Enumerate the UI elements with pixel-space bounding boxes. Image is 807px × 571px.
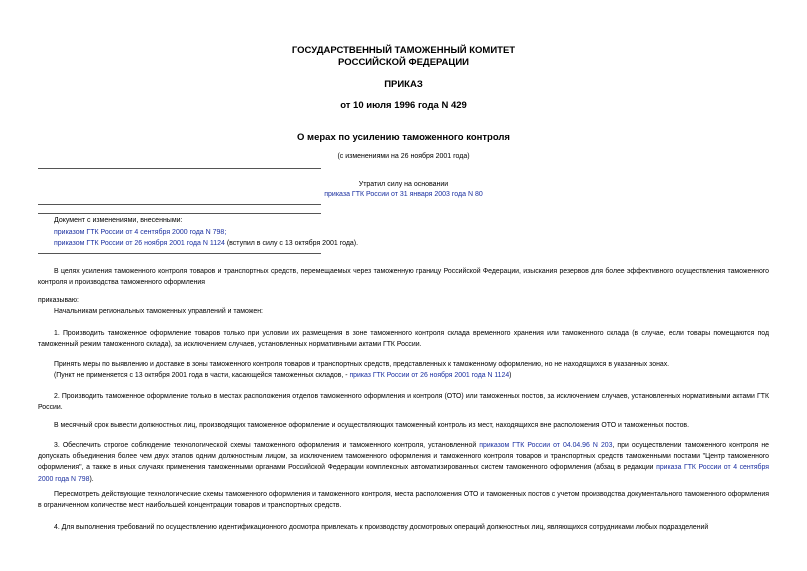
paragraph-3-post: ). [89, 475, 94, 483]
paragraph-intro: В целях усиления таможенного контроля товаров и транспортных средств, перемещаемых через таможенную границу Российской Федерации, изыскания резервов для более эффективного осуществления таможенного контроля и производства таможенного оформления [38, 268, 769, 287]
paragraph-1b: Принять меры по выявлению и доставке в зоны таможенного контроля товаров и транспортных средств, представленных к таможенному оформлению, но не находящихся в указанных зонах. [54, 361, 670, 368]
paragraph-3-link-1[interactable]: приказом ГТК России от 04.04.96 N 203 [479, 442, 613, 449]
paragraph-4: 4. Для выполнения требований по осуществлению идентификационного досмотра привлекать к производству досмотровых операций должностных лиц, являющихся сотрудниками любых подразделений [54, 524, 709, 531]
change-link-1[interactable]: приказом ГТК России от 4 сентября 2000 года N 798; [54, 229, 227, 236]
divider [38, 253, 321, 254]
paragraph-3 [38, 440, 769, 485]
paragraph-3-link-2[interactable]: приказа ГТК России от 4 сентября 2000 года N 798 [38, 464, 769, 483]
changes-intro: Документ с изменениями, внесенными: [54, 217, 183, 224]
paragraph-3-mid: , при осуществлении таможенного контроля не допускать объединения более чем двух этапов одним должностным лицом, за исключением таможенного оформления и таможенного контроля товаров и транспортных средств таможенными постами "Центр таможенного оформления", а также в иных случаях применения таможенными органами Российской Федерации комплексных автоматизированных систем таможенного оформления (абзац в редакции [38, 442, 769, 472]
divider [38, 168, 321, 169]
doc-date: от 10 июля 1996 года N 429 [340, 100, 467, 111]
paragraph-2: 2. Производить таможенное оформление только в местах расположения отделов таможенного оформления и контроля (ОТО) или таможенных постов, за исключением случаев, установленных нормативными актами ГТК России. [38, 393, 769, 412]
change-line-2 [54, 239, 358, 248]
org-name-line1: ГОСУДАРСТВЕННЫЙ ТАМОЖЕННЫЙ КОМИТЕТ [291, 45, 516, 56]
paragraph-order: приказываю: [38, 297, 79, 304]
change-link-2[interactable]: приказом ГТК России от 26 ноября 2001 года N 1124 [54, 240, 225, 247]
paragraph-1c-post: ) [509, 372, 512, 379]
paragraph-3-pre: 3. Обеспечить строгое соблюдение технологической схемы таможенного оформления и таможенного контроля, установленной [54, 442, 480, 449]
paragraph-1c-link[interactable]: приказ ГТК России от 26 ноября 2001 года N 1124 [349, 372, 510, 379]
paragraph-3b: Пересмотреть действующие технологические схемы таможенного оформления и таможенного контроля, места расположения ОТО и таможенных постов с учетом производства документального таможенного оформления в ограниченном количестве мест наибольшей концентрации товаров и транспортных средств. [38, 491, 769, 510]
paragraph-address: Начальникам региональных таможенных управлений и таможен: [54, 308, 263, 315]
doc-title: О мерах по усилению таможенного контроля [297, 132, 510, 143]
amended-note: (с изменениями на 26 ноября 2001 года) [337, 153, 470, 160]
void-notice-text: Утратил силу на основании [358, 181, 449, 188]
org-name-line2: РОССИЙСКОЙ ФЕДЕРАЦИИ [337, 57, 469, 68]
doc-type: ПРИКАЗ [384, 79, 423, 90]
paragraph-1c [38, 370, 769, 381]
divider [38, 204, 321, 205]
void-notice-link[interactable]: приказа ГТК России от 31 января 2003 года N 80 [324, 191, 483, 198]
paragraph-2b: В месячный срок вывести должностных лиц, производящих таможенное оформление и осуществляющих таможенный контроль из мест, находящихся вне расположения ОТО и таможенных постов. [54, 422, 689, 429]
divider [38, 213, 321, 214]
paragraph-1: 1. Производить таможенное оформление товаров только при условии их размещения в зоне таможенного контроля склада временного хранения или таможенного склада (в случае, если товары помещаются под таможенный режим таможенного склада), за исключением случаев, установленных нормативными актами ГТК России. [38, 330, 769, 349]
paragraph-1c-pre: (Пункт не применяется с 13 октября 2001 года в части, касающейся таможенных складов, - [54, 372, 350, 379]
change-link-2-tail: (вступил в силу с 13 октября 2001 года). [224, 240, 359, 247]
